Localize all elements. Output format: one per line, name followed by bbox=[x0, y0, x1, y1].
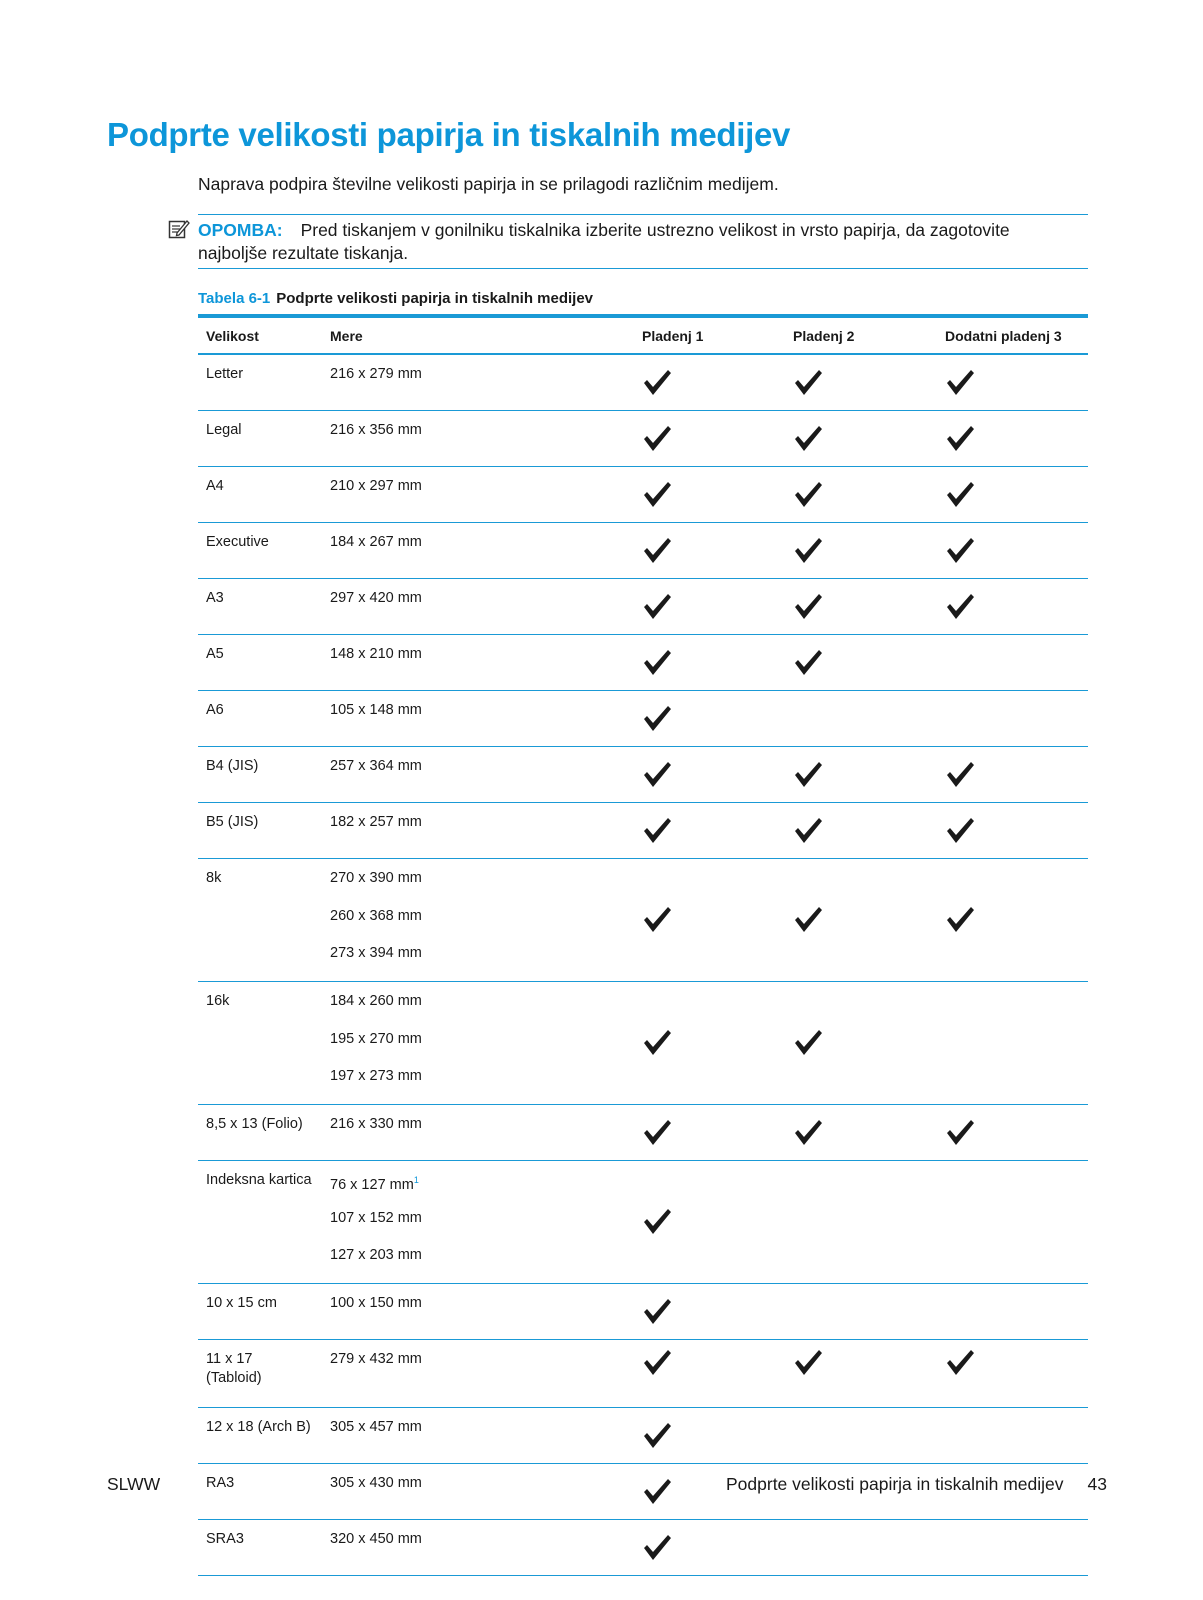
size-cell bbox=[198, 635, 322, 691]
dimensions-cell bbox=[322, 1284, 634, 1340]
dimensions-cell bbox=[322, 1340, 634, 1408]
dimensions-cell bbox=[322, 803, 634, 859]
checkmark-icon bbox=[642, 1533, 785, 1563]
checkmark-icon bbox=[945, 1348, 1088, 1378]
checkmark-icon bbox=[945, 760, 1088, 790]
dimension-line bbox=[330, 579, 634, 624]
checkmark-icon bbox=[793, 1118, 937, 1148]
tray-2-cell bbox=[785, 579, 937, 635]
checkmark-icon bbox=[642, 368, 785, 398]
size-cell bbox=[198, 1464, 322, 1520]
dimension-value: 273 x 394 mm bbox=[330, 945, 422, 961]
dimension-line bbox=[330, 859, 634, 897]
checkmark-icon bbox=[642, 1207, 785, 1237]
dimension-value: 210 x 297 mm bbox=[330, 478, 422, 494]
size-cell bbox=[198, 523, 322, 579]
tray-3-cell bbox=[937, 411, 1088, 467]
tray-2-cell bbox=[785, 691, 937, 747]
dimension-value: 107 x 152 mm bbox=[330, 1209, 422, 1226]
table-caption-number: Tabela 6-1 bbox=[198, 290, 271, 307]
footer-right bbox=[726, 1474, 1107, 1495]
table-row bbox=[198, 579, 1088, 635]
dimension-value: 76 x 127 mm bbox=[330, 1176, 414, 1193]
size-label: B4 (JIS) bbox=[206, 758, 259, 774]
table-row bbox=[198, 1520, 1088, 1576]
size-label: A5 bbox=[206, 646, 224, 662]
header-dodatni-pladenj-3: Dodatni pladenj 3 bbox=[945, 327, 1062, 344]
checkmark-icon bbox=[793, 592, 937, 622]
size-cell bbox=[198, 982, 322, 1105]
checkmark-icon bbox=[642, 1421, 785, 1451]
table-row bbox=[198, 859, 1088, 982]
size-label: 11 x 17 (Tabloid) bbox=[206, 1351, 262, 1386]
dimension-line bbox=[330, 1199, 634, 1237]
note-body: Pred tiskanjem v gonilniku tiskalnika izberite ustrezno velikost in vrsto papirja, da zagotovite najboljše rezultate tiskanja. bbox=[198, 220, 1010, 263]
tray-3-cell bbox=[937, 1284, 1088, 1340]
table-row bbox=[198, 1161, 1088, 1284]
table-row bbox=[198, 523, 1088, 579]
checkmark-icon bbox=[642, 648, 785, 678]
checkmark-icon bbox=[793, 760, 937, 790]
tray-3-cell bbox=[937, 1340, 1088, 1408]
dimension-line bbox=[330, 1520, 634, 1565]
dimensions-cell bbox=[322, 523, 634, 579]
checkmark-icon bbox=[642, 1028, 785, 1058]
table-row bbox=[198, 1408, 1088, 1464]
table-row bbox=[198, 1105, 1088, 1161]
size-cell bbox=[198, 747, 322, 803]
checkmark-icon bbox=[793, 648, 937, 678]
dimensions-cell bbox=[322, 1520, 634, 1576]
table-row bbox=[198, 982, 1088, 1105]
dimension-value: 197 x 273 mm bbox=[330, 1068, 422, 1084]
dimension-value: 105 x 148 mm bbox=[330, 702, 422, 718]
note-text bbox=[198, 219, 1078, 265]
dimension-value: 305 x 430 mm bbox=[330, 1475, 422, 1491]
header-velikost: Velikost bbox=[206, 327, 259, 344]
tray-3-cell bbox=[937, 1520, 1088, 1576]
table-row bbox=[198, 411, 1088, 467]
size-cell bbox=[198, 1340, 322, 1408]
tray-3-cell bbox=[937, 982, 1088, 1105]
note-bottom-rule bbox=[198, 268, 1088, 269]
dimension-line bbox=[330, 1464, 634, 1509]
table-row bbox=[198, 354, 1088, 411]
table-row bbox=[198, 747, 1088, 803]
tray-2-cell bbox=[785, 467, 937, 523]
dimension-line bbox=[330, 355, 634, 400]
size-cell bbox=[198, 803, 322, 859]
tray-2-cell bbox=[785, 523, 937, 579]
checkmark-icon bbox=[945, 424, 1088, 454]
tray-3-cell bbox=[937, 803, 1088, 859]
size-label: SRA3 bbox=[206, 1531, 244, 1547]
dimension-value: 127 x 203 mm bbox=[330, 1247, 422, 1263]
dimension-line bbox=[330, 1408, 634, 1453]
dimension-value: 216 x 279 mm bbox=[330, 366, 422, 382]
dimension-value: 279 x 432 mm bbox=[330, 1351, 422, 1367]
dimension-line bbox=[330, 982, 634, 1020]
size-cell bbox=[198, 354, 322, 411]
size-cell bbox=[198, 691, 322, 747]
table-row bbox=[198, 467, 1088, 523]
dimension-line bbox=[330, 934, 634, 972]
size-cell bbox=[198, 1161, 322, 1284]
table-row bbox=[198, 1284, 1088, 1340]
dimension-line bbox=[330, 897, 634, 935]
footnote-marker[interactable]: 1 bbox=[413, 1175, 419, 1185]
tray-3-cell bbox=[937, 467, 1088, 523]
page-number: 43 bbox=[1087, 1474, 1107, 1494]
tray-1-cell bbox=[634, 1105, 785, 1161]
size-label: A6 bbox=[206, 702, 224, 718]
checkmark-icon bbox=[945, 480, 1088, 510]
checkmark-icon bbox=[642, 1297, 785, 1327]
size-label: Executive bbox=[206, 534, 269, 550]
size-label: Indeksna kartica bbox=[206, 1172, 312, 1188]
checkmark-icon bbox=[945, 368, 1088, 398]
checkmark-icon bbox=[642, 1118, 785, 1148]
tray-3-cell bbox=[937, 691, 1088, 747]
header-mere: Mere bbox=[330, 327, 363, 344]
checkmark-icon bbox=[642, 704, 785, 734]
dimensions-cell bbox=[322, 1464, 634, 1520]
note-box bbox=[168, 214, 1088, 268]
tray-2-cell bbox=[785, 1105, 937, 1161]
dimension-line bbox=[330, 411, 634, 456]
dimension-line bbox=[330, 467, 634, 512]
checkmark-icon bbox=[793, 1028, 937, 1058]
tray-2-cell bbox=[785, 1408, 937, 1464]
size-label: 8,5 x 13 (Folio) bbox=[206, 1116, 303, 1132]
dimension-value: 100 x 150 mm bbox=[330, 1295, 422, 1311]
dimensions-cell bbox=[322, 691, 634, 747]
dimension-value: 320 x 450 mm bbox=[330, 1531, 422, 1547]
checkmark-icon bbox=[945, 1118, 1088, 1148]
dimension-value: 260 x 368 mm bbox=[330, 907, 422, 924]
dimension-line bbox=[330, 635, 634, 680]
tray-1-cell bbox=[634, 747, 785, 803]
size-label: Letter bbox=[206, 366, 244, 382]
tray-3-cell bbox=[937, 579, 1088, 635]
size-cell bbox=[198, 1284, 322, 1340]
size-label: B5 (JIS) bbox=[206, 814, 259, 830]
dimensions-cell bbox=[322, 579, 634, 635]
tray-2-cell bbox=[785, 747, 937, 803]
tray-3-cell bbox=[937, 523, 1088, 579]
footer-section-title: Podprte velikosti papirja in tiskalnih medijev bbox=[726, 1474, 1064, 1494]
dimension-line bbox=[330, 1236, 634, 1274]
dimension-value: 182 x 257 mm bbox=[330, 814, 422, 830]
checkmark-icon bbox=[793, 480, 937, 510]
checkmark-icon bbox=[793, 1348, 937, 1378]
tray-1-cell bbox=[634, 579, 785, 635]
dimension-value: 195 x 270 mm bbox=[330, 1030, 422, 1047]
tray-3-cell bbox=[937, 354, 1088, 411]
checkmark-icon bbox=[945, 536, 1088, 566]
tray-2-cell bbox=[785, 354, 937, 411]
dimensions-cell bbox=[322, 747, 634, 803]
table-row bbox=[198, 691, 1088, 747]
dimensions-cell bbox=[322, 1105, 634, 1161]
tray-3-cell bbox=[937, 635, 1088, 691]
dimensions-cell bbox=[322, 411, 634, 467]
tray-2-cell bbox=[785, 859, 937, 982]
dimensions-cell bbox=[322, 467, 634, 523]
size-label: Legal bbox=[206, 422, 242, 438]
dimensions-cell bbox=[322, 1161, 634, 1284]
tray-1-cell bbox=[634, 859, 785, 982]
dimension-line bbox=[330, 1105, 634, 1150]
tray-1-cell bbox=[634, 982, 785, 1105]
tray-3-cell bbox=[937, 1105, 1088, 1161]
checkmark-icon bbox=[945, 905, 1088, 935]
note-label: OPOMBA: bbox=[198, 220, 283, 240]
dimension-value: 270 x 390 mm bbox=[330, 870, 422, 886]
checkmark-icon bbox=[793, 424, 937, 454]
tray-1-cell bbox=[634, 635, 785, 691]
size-label: RA3 bbox=[206, 1475, 235, 1491]
dimension-value: 297 x 420 mm bbox=[330, 590, 422, 606]
dimensions-cell bbox=[322, 859, 634, 982]
header-pladenj-2: Pladenj 2 bbox=[793, 327, 855, 344]
tray-2-cell bbox=[785, 1284, 937, 1340]
tray-1-cell bbox=[634, 411, 785, 467]
checkmark-icon bbox=[642, 592, 785, 622]
dimensions-cell bbox=[322, 982, 634, 1105]
size-label: 10 x 15 cm bbox=[206, 1295, 277, 1311]
tray-1-cell bbox=[634, 1284, 785, 1340]
dimension-line bbox=[330, 523, 634, 568]
size-cell bbox=[198, 1408, 322, 1464]
tray-1-cell bbox=[634, 467, 785, 523]
dimension-value: 216 x 356 mm bbox=[330, 422, 422, 438]
tray-2-cell bbox=[785, 803, 937, 859]
tray-1-cell bbox=[634, 1520, 785, 1576]
checkmark-icon bbox=[642, 536, 785, 566]
checkmark-icon bbox=[642, 1348, 785, 1378]
dimensions-cell bbox=[322, 635, 634, 691]
size-label: 8k bbox=[206, 870, 222, 886]
dimension-line bbox=[330, 1057, 634, 1095]
checkmark-icon bbox=[793, 536, 937, 566]
tray-3-cell bbox=[937, 747, 1088, 803]
tray-2-cell bbox=[785, 411, 937, 467]
size-cell bbox=[198, 859, 322, 982]
tray-1-cell bbox=[634, 1408, 785, 1464]
dimension-line bbox=[330, 1020, 634, 1058]
tray-2-cell bbox=[785, 1340, 937, 1408]
checkmark-icon bbox=[642, 816, 785, 846]
dimension-value: 216 x 330 mm bbox=[330, 1116, 422, 1132]
paper-sizes-table bbox=[198, 314, 1088, 1576]
dimension-value: 184 x 267 mm bbox=[330, 534, 422, 550]
checkmark-icon bbox=[793, 816, 937, 846]
intro-paragraph: Naprava podpira številne velikosti papirja in se prilagodi različnim medijem. bbox=[198, 174, 779, 194]
dimensions-cell bbox=[322, 354, 634, 411]
note-pencil-icon bbox=[168, 218, 190, 240]
page-title: Podprte velikosti papirja in tiskalnih medijev bbox=[107, 116, 791, 153]
tray-1-cell bbox=[634, 354, 785, 411]
size-cell bbox=[198, 579, 322, 635]
size-cell bbox=[198, 467, 322, 523]
dimension-value: 305 x 457 mm bbox=[330, 1419, 422, 1435]
dimension-line bbox=[330, 1284, 634, 1329]
size-label: 16k bbox=[206, 993, 230, 1009]
footer-locale: SLWW bbox=[107, 1474, 161, 1494]
checkmark-icon bbox=[642, 760, 785, 790]
dimension-line bbox=[330, 1161, 634, 1199]
table-caption-title: Podprte velikosti papirja in tiskalnih medijev bbox=[276, 290, 594, 307]
table-row bbox=[198, 1340, 1088, 1408]
tray-1-cell bbox=[634, 523, 785, 579]
dimension-line bbox=[330, 803, 634, 848]
size-cell bbox=[198, 411, 322, 467]
dimensions-cell bbox=[322, 1408, 634, 1464]
tray-1-cell bbox=[634, 1340, 785, 1408]
tray-3-cell bbox=[937, 1408, 1088, 1464]
size-label: A3 bbox=[206, 590, 224, 606]
tray-2-cell bbox=[785, 635, 937, 691]
table-row bbox=[198, 803, 1088, 859]
checkmark-icon bbox=[642, 480, 785, 510]
tray-1-cell bbox=[634, 803, 785, 859]
checkmark-icon bbox=[793, 368, 937, 398]
checkmark-icon bbox=[793, 905, 937, 935]
tray-2-cell bbox=[785, 1161, 937, 1284]
tray-3-cell bbox=[937, 859, 1088, 982]
size-cell bbox=[198, 1105, 322, 1161]
header-pladenj-1: Pladenj 1 bbox=[642, 327, 704, 344]
dimension-value: 148 x 210 mm bbox=[330, 646, 422, 662]
tray-2-cell bbox=[785, 982, 937, 1105]
tray-3-cell bbox=[937, 1161, 1088, 1284]
dimension-line bbox=[330, 1340, 634, 1397]
tray-2-cell bbox=[785, 1520, 937, 1576]
dimension-line bbox=[330, 747, 634, 792]
tray-1-cell bbox=[634, 1161, 785, 1284]
tray-1-cell bbox=[634, 691, 785, 747]
note-top-rule bbox=[198, 214, 1088, 215]
table-header-row bbox=[198, 316, 1088, 354]
checkmark-icon bbox=[945, 592, 1088, 622]
dimension-line bbox=[330, 691, 634, 736]
dimension-value: 257 x 364 mm bbox=[330, 758, 422, 774]
dimension-value: 184 x 260 mm bbox=[330, 993, 422, 1009]
size-label: A4 bbox=[206, 478, 224, 494]
size-cell bbox=[198, 1520, 322, 1576]
table-row bbox=[198, 635, 1088, 691]
checkmark-icon bbox=[642, 424, 785, 454]
size-label: 12 x 18 (Arch B) bbox=[206, 1419, 311, 1435]
table-caption bbox=[198, 290, 593, 307]
checkmark-icon bbox=[945, 816, 1088, 846]
checkmark-icon bbox=[642, 905, 785, 935]
